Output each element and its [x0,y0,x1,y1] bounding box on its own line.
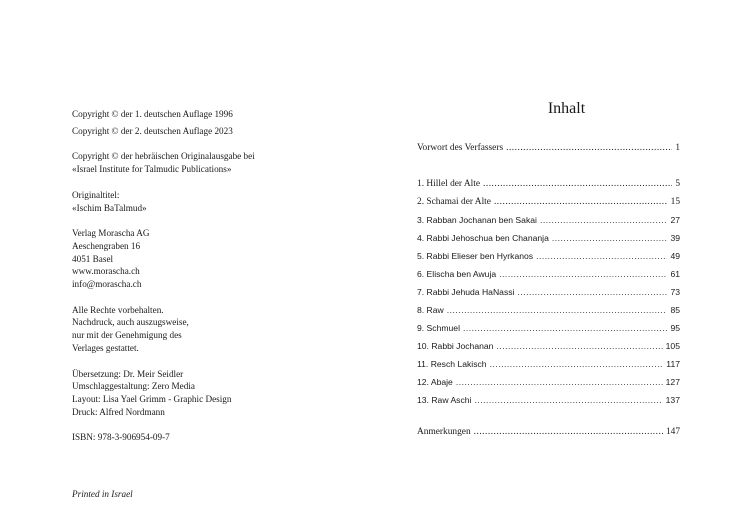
toc-entry-label: 2. Schamai der Alte [417,197,491,207]
imprint-page [72,108,372,499]
copyright-first-edition: Copyright © der 1. deutschen Auflage 1996 [72,109,233,119]
toc-entry-label: 5. Rabbi Elieser ben Hyrkanos [417,251,534,261]
toc-leader-dots [474,395,662,405]
credit-cover: Umschlaggestaltung: Zero Media [72,381,195,392]
publisher-email: info@morascha.ch [72,279,142,290]
publisher-street: Aeschengraben 16 [72,240,141,251]
toc-entry[interactable] [417,359,680,377]
toc-entry-page: 85 [670,305,680,315]
toc-entry-label: 8. Raw [417,305,444,315]
credit-translation: Übersetzung: Dr. Meir Seidler [72,368,184,379]
toc-leader-dots [494,197,668,207]
toc-leader-dots [447,305,668,315]
toc-entry[interactable] [417,269,680,287]
toc-entry-page: 147 [665,427,680,437]
toc-entry[interactable] [417,287,680,305]
toc-entry-label: Vorwort des Verfassers [417,143,504,153]
toc-title: Inhalt [547,100,586,117]
toc-entry-label: 12. Abaje [417,377,453,387]
toc-entry-label: 13. Raw Aschi [417,395,472,405]
original-title-label: Originaltitel: [72,189,120,200]
toc-leader-dots [552,233,668,243]
toc-entry[interactable] [417,323,680,341]
publisher-website: www.morascha.ch [72,266,140,277]
toc-entry-page: 105 [665,341,680,351]
hebrew-copyright-line: Copyright © der hebräischen Originalausgabe bei [72,151,255,162]
toc-entry-label: 6. Elischa ben Awuja [417,269,497,279]
toc-entry-label: 9. Schmuel [417,323,460,333]
hebrew-copyright-publisher: «Israel Institute for Talmudic Publications» [72,164,232,175]
copyright-second-edition: Copyright © der 2. deutschen Auflage 2023 [72,125,233,136]
toc-entry-page: 127 [665,377,680,387]
toc-entry-page: 73 [670,287,680,297]
toc-entry[interactable] [417,377,680,395]
toc-entry[interactable] [417,341,680,359]
toc-entry-label: 10. Rabbi Jochanan [417,341,494,351]
toc-leader-dots [536,251,667,261]
credit-layout: Layout: Lisa Yael Grimm - Graphic Design [72,393,232,404]
toc-leader-dots [474,427,663,437]
toc-entry-label: 7. Rabbi Jehuda HaNassi [417,287,515,297]
toc-entry-page: 61 [670,269,680,279]
toc-entry-page: 1 [675,143,680,153]
toc-leader-dots [540,215,668,225]
toc-entry[interactable] [417,215,680,233]
toc-leader-dots [499,269,667,279]
toc-leader-dots [496,341,662,351]
publisher-name: Verlag Morascha AG [72,228,150,239]
original-title: «Ischim BaTalmud» [72,202,147,213]
toc-entry[interactable] [417,233,680,251]
toc-entry[interactable] [417,251,680,269]
toc-entry-preface[interactable] [417,143,680,161]
toc-leader-dots [490,359,664,369]
table-of-contents [417,100,680,445]
toc-entry[interactable] [417,395,680,413]
rights-block [72,304,372,355]
isbn: ISBN: 978-3-906954-09-7 [72,432,170,443]
copyright-block [72,108,372,137]
toc-entry-page: 27 [670,215,680,225]
credit-print: Druck: Alfred Nordmann [72,406,165,417]
toc-entry-page: 117 [666,359,680,369]
publisher-city: 4051 Basel [72,253,114,264]
toc-entry-label: 1. Hillel der Alte [417,179,481,189]
toc-leader-dots [506,143,672,153]
toc-entry-page: 137 [665,395,680,405]
toc-entry-page: 39 [670,233,680,243]
publisher-block [72,227,372,291]
hebrew-copyright-block [72,150,372,175]
rights-line: Alle Rechte vorbehalten. [72,304,164,315]
toc-entry-page: 5 [675,179,680,189]
toc-entry-page: 95 [670,323,680,333]
rights-line: nur mit der Genehmigung des [72,330,182,341]
toc-leader-dots [456,377,663,387]
toc-entry[interactable] [417,305,680,323]
toc-entry-page: 15 [670,197,680,207]
toc-entry-label: 11. Resch Lakisch [417,359,487,369]
toc-entry[interactable] [417,197,680,215]
toc-entry-label: 3. Rabban Jochanan ben Sakai [417,215,537,225]
toc-entry[interactable] [417,179,680,197]
rights-line: Nachdruck, auch auszugsweise, [72,317,189,328]
printed-in: Printed in Israel [72,489,133,499]
toc-entry-label: 4. Rabbi Jehoschua ben Chananja [417,233,549,243]
toc-entry-label: Anmerkungen [417,427,471,437]
toc-entry-notes[interactable] [417,427,680,445]
toc-leader-dots [463,323,667,333]
rights-line: Verlages gestattet. [72,342,139,353]
toc-leader-dots [517,287,667,297]
toc-entry-page: 49 [670,251,680,261]
toc-leader-dots [483,179,672,189]
original-title-block [72,189,372,214]
credits-block [72,368,372,419]
